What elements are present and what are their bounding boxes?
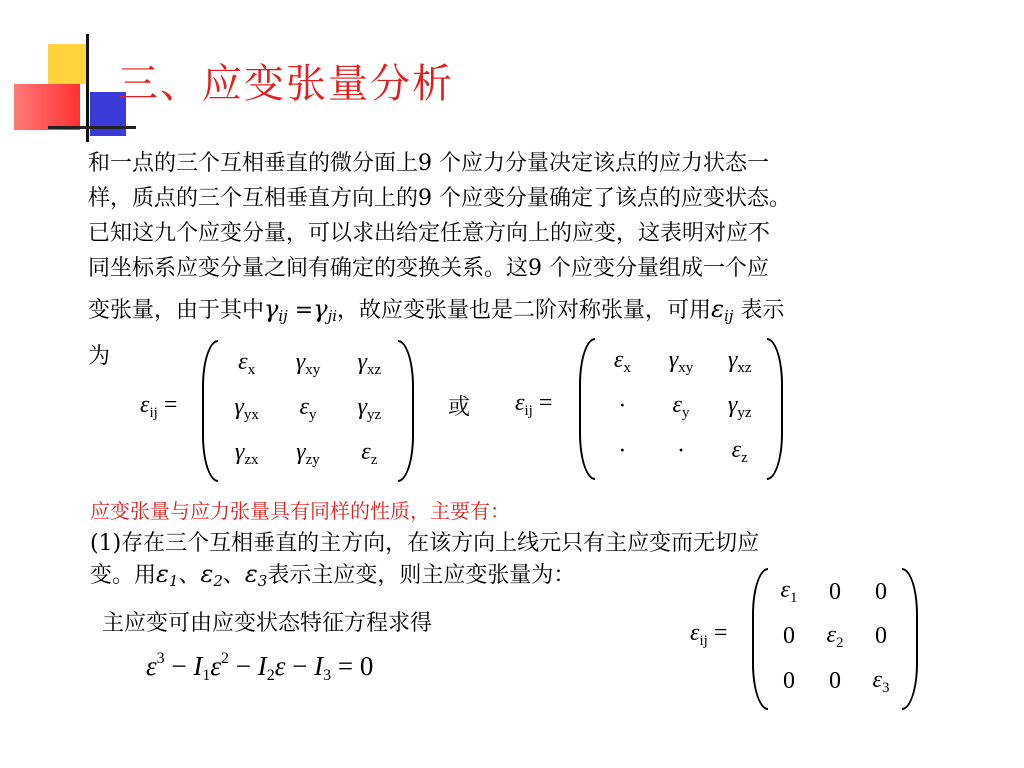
subscript: 3: [257, 572, 268, 590]
matrix-cell: [783, 668, 795, 695]
text: ，故应变张量也是二阶对称张量，可用: [337, 298, 712, 323]
text: 表示主应变，则主应变张量为：: [267, 563, 576, 588]
text: 表示: [733, 298, 785, 323]
matrix-cell: [358, 394, 382, 424]
matrix-cell: [732, 437, 748, 467]
subscript: 1: [168, 572, 179, 590]
cell-symbol: 0: [829, 578, 841, 605]
matrix-cell: [669, 347, 693, 377]
decorative-yellow-block: [48, 44, 88, 84]
matrix-cell: [827, 622, 844, 652]
cell-symbol: γ: [296, 438, 306, 465]
equals-zero: = 0: [331, 651, 374, 681]
matrix-cell: [673, 392, 690, 422]
subscript: ij: [278, 307, 288, 325]
matrix-cell: [677, 438, 685, 465]
cell-symbol: γ: [357, 393, 367, 420]
cell-subscript: xy: [678, 360, 694, 377]
epsilon-symbol: ε: [200, 560, 214, 588]
subscript: 2: [213, 572, 223, 590]
matrix-cell: [234, 394, 258, 424]
cell-subscript: 2: [835, 634, 844, 651]
cell-symbol: 0: [783, 623, 795, 650]
gamma-symbol: γ: [313, 295, 328, 323]
subscript: ji: [327, 307, 338, 325]
text: 变。用: [90, 563, 157, 588]
matrix-cell: [614, 347, 631, 377]
epsilon-symbol: ε: [146, 651, 157, 681]
cell-symbol: γ: [234, 393, 244, 420]
cell-symbol: ε: [613, 347, 624, 374]
matrix-cell: [618, 393, 626, 420]
properties-heading: 应变张量与应力张量具有同样的性质，主要有：: [90, 499, 510, 523]
cell-subscript: zx: [244, 451, 259, 468]
characteristic-equation: [146, 650, 373, 685]
cell-symbol: 0: [783, 668, 795, 695]
matrix-cell: [873, 667, 890, 697]
matrix-cell: [728, 347, 752, 377]
superscript: 3: [156, 650, 165, 667]
principal-strain-matrix: [690, 568, 930, 708]
separator: 、: [178, 563, 201, 588]
cell-subscript: x: [247, 362, 256, 379]
paragraph-line: 已知这九个应变分量，可以求出给定任意方向上的应变，这表明对应不: [88, 221, 771, 246]
epsilon-symbol: ε: [156, 560, 169, 588]
right-paren: [767, 338, 783, 480]
equals-sign: =: [532, 390, 553, 416]
cell-subscript: y: [681, 404, 690, 421]
matrix-cell: [361, 439, 377, 469]
cell-symbol: ε: [731, 436, 742, 463]
subscript: ij: [524, 403, 533, 419]
cell-symbol: ·: [618, 393, 627, 420]
equals-sign: =: [157, 392, 178, 418]
cell-symbol: γ: [668, 347, 679, 374]
cell-symbol: ε: [361, 438, 371, 465]
subscript: ij: [699, 633, 708, 649]
paragraph-line: 同坐标系应变分量之间有确定的变换关系。这9 个应变分量组成一个应: [88, 256, 769, 281]
minus-sign: −: [229, 651, 258, 681]
matrix-lhs: [515, 390, 552, 420]
matrix-cell: [875, 623, 887, 650]
paragraph-line-symmetric: [88, 286, 988, 339]
gamma-symbol: γ: [264, 295, 279, 323]
cell-symbol: ·: [676, 438, 685, 465]
paragraph-line: (1)存在三个互相垂直的主方向，在该方向上线元只有主应变而无切应: [90, 531, 760, 556]
or-text: 或: [448, 395, 471, 420]
epsilon-symbol: ε: [711, 295, 724, 323]
matrix-cell: [618, 438, 626, 465]
strain-tensor-matrix-full: [140, 340, 430, 480]
right-paren: [902, 568, 918, 710]
matrix-cell: [875, 579, 887, 606]
cell-subscript: yx: [243, 406, 259, 423]
invariant-symbol: I: [193, 651, 203, 681]
superscript: 2: [221, 650, 230, 667]
equals-sign: =: [287, 298, 314, 323]
matrix-cell: [783, 623, 795, 650]
matrix-cell: [238, 349, 255, 379]
matrix-cell: [300, 394, 317, 424]
cell-symbol: ε: [672, 391, 682, 418]
subscript: ij: [149, 405, 158, 421]
epsilon-symbol: ε: [515, 390, 525, 416]
cell-symbol: γ: [727, 391, 738, 418]
cell-symbol: γ: [727, 347, 738, 374]
cell-subscript: x: [623, 360, 631, 377]
decorative-horizontal-line: [48, 126, 136, 129]
equals-sign: =: [707, 620, 728, 646]
cell-symbol: ε: [780, 577, 790, 604]
right-paren: [398, 340, 414, 482]
epsilon-symbol: ε: [274, 651, 286, 681]
matrix-cell: [829, 668, 841, 695]
cell-subscript: z: [370, 451, 378, 468]
text: 变张量，由于其中: [88, 298, 265, 323]
epsilon-symbol: ε: [140, 392, 150, 418]
cell-subscript: zy: [305, 451, 320, 468]
matrix-lhs: [140, 392, 177, 422]
cell-subscript: xy: [305, 362, 321, 379]
decorative-red-block: [14, 84, 80, 130]
minus-sign: −: [164, 651, 194, 681]
cell-symbol: ε: [299, 393, 309, 420]
cell-symbol: ε: [872, 666, 882, 693]
slide-title: 三、应变张量分析: [118, 61, 454, 107]
paragraph-line: 为: [88, 344, 111, 369]
strain-tensor-matrix-symmetric: [515, 338, 805, 478]
paragraph-line: 和一点的三个互相垂直的微分面上9 个应力分量决定该点的应力状态一: [88, 151, 769, 176]
note-text: 主应变可由应变状态特征方程求得: [102, 611, 433, 636]
matrix-cell: [358, 349, 382, 379]
epsilon-symbol: ε: [690, 620, 700, 646]
subscript: 1: [202, 667, 211, 684]
cell-subscript: xz: [737, 360, 752, 377]
cell-symbol: γ: [234, 438, 245, 465]
cell-subscript: xz: [366, 362, 382, 379]
cell-subscript: 3: [881, 679, 890, 696]
paragraph-line: 样，质点的三个互相垂直方向上的9 个应变分量确定了该点的应变状态。: [88, 186, 791, 211]
matrix-cell: [296, 439, 320, 469]
subscript: ij: [723, 307, 734, 325]
matrix-grid: [216, 342, 400, 476]
cell-symbol: γ: [295, 349, 306, 376]
invariant-symbol: I: [314, 651, 324, 681]
subscript: 3: [323, 667, 332, 684]
matrix-lhs: [690, 620, 727, 650]
cell-subscript: 1: [789, 590, 798, 607]
cell-symbol: 0: [875, 578, 887, 605]
cell-symbol: ·: [618, 438, 627, 465]
epsilon-symbol: ε: [244, 560, 258, 588]
matrix-cell: [829, 579, 841, 606]
cell-symbol: ε: [238, 349, 248, 376]
matrix-cell: [296, 349, 320, 379]
matrix-cell: [781, 577, 798, 607]
matrix-grid: [766, 570, 904, 704]
invariant-symbol: I: [257, 651, 267, 681]
cell-subscript: z: [741, 449, 748, 466]
matrix-cell: [235, 439, 259, 469]
epsilon-symbol: ε: [210, 651, 222, 681]
cell-symbol: γ: [357, 349, 367, 376]
subscript: 2: [266, 667, 275, 684]
cell-symbol: 0: [875, 623, 887, 650]
matrix-cell: [728, 392, 752, 422]
minus-sign: −: [285, 651, 315, 681]
cell-symbol: ε: [826, 621, 836, 648]
cell-subscript: yz: [366, 406, 382, 423]
matrix-grid: [593, 340, 769, 474]
cell-subscript: yz: [737, 404, 752, 421]
cell-symbol: 0: [829, 668, 841, 695]
cell-subscript: y: [308, 406, 317, 423]
separator: 、: [222, 563, 245, 588]
